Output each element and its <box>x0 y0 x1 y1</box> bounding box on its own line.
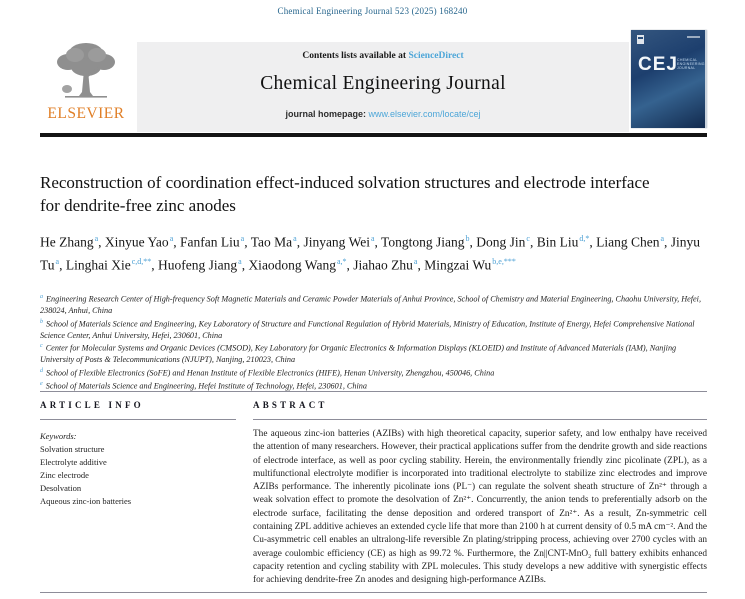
journal-header <box>40 38 707 135</box>
author-separator: , <box>346 257 354 272</box>
author-separator: , <box>151 257 159 272</box>
keyword-item: Desolvation <box>40 483 82 493</box>
author-superscript: d,* <box>579 234 590 243</box>
affiliation-list <box>40 292 705 392</box>
author-name: Bin Liu <box>536 234 579 250</box>
affiliation-item: $^e$ School of Materials Science and Engineering, Hefei Institute of Technology, Hefei, 230601, China <box>40 380 367 391</box>
author-separator: , <box>296 234 304 250</box>
author-superscript: a <box>660 234 665 243</box>
author-name: Liang Chen <box>596 234 660 250</box>
elsevier-wordmark: ELSEVIER <box>47 105 125 122</box>
abstract-heading: ABSTRACT <box>253 400 328 410</box>
affiliation-superscript: c <box>40 343 43 350</box>
affiliation-item: $^c$ Center for Molecular Systems and Organic Devices (CMSOD), Key Laboratory for Organic Electronics & Information Displays (KLOEID) and Institute of Advanced Materials (IAM), Nanjing University of Posts & Telecommunications (NJUPT), Nanjing, 210023, China <box>40 343 677 365</box>
author-superscript: a <box>94 234 99 243</box>
cover-issue-mark <box>687 36 700 38</box>
elsevier-tree-icon <box>40 40 132 104</box>
affiliation-item: $^d$ School of Flexible Electronics (SoFE) and Henan Institute of Flexible Electronics (HIFE), Henan University, Zhengzhou, 450046, China <box>40 367 495 378</box>
author-separator: , <box>173 234 180 250</box>
author-name: Tongtong Jiang <box>381 234 465 250</box>
author-list <box>40 229 708 274</box>
affiliation-superscript: d <box>40 367 43 374</box>
author-name: Dong Jin <box>476 234 526 250</box>
author-name: Huofeng Jiang <box>158 257 238 272</box>
keywords-items <box>40 443 240 508</box>
article-info-rule <box>40 419 236 420</box>
elsevier-logo <box>40 38 132 135</box>
author-name: Jiahao Zhu <box>353 257 413 272</box>
author-separator: , <box>417 257 425 272</box>
article-title: Reconstruction of coordination effect-induced solvation structures and electrode interface for dendrite-free zinc anodes <box>40 173 650 215</box>
author-name: Xiaodong Wang <box>248 257 336 272</box>
cover-side-line: JOURNAL <box>677 66 696 70</box>
keyword-item: Solvation structure <box>40 444 105 454</box>
cover-side-title <box>677 58 705 70</box>
cover-publisher-icon <box>637 35 644 44</box>
cover-side-line: ENGINEERING <box>677 62 705 66</box>
article-info-heading: ARTICLE INFO <box>40 400 144 410</box>
author-separator: , <box>469 234 477 250</box>
author-name: Tao Ma <box>250 234 293 250</box>
keywords-block <box>40 430 240 508</box>
bottom-rule <box>40 592 707 593</box>
affiliation-superscript: b <box>40 318 43 325</box>
author-superscript: a,* <box>336 256 347 266</box>
author-superscript: a <box>240 234 245 243</box>
author-superscript: a <box>413 256 418 266</box>
affiliation-item: $^b$ School of Materials Science and Engineering, Key Laboratory of Structure and Functional Regulation of Hybrid Materials, Ministry of Education, Institute of Energy, Hefei Comprehensive National Science Center, Anhui University, Hefei, 230601, China <box>40 318 695 340</box>
affiliation-superscript: a <box>40 294 43 300</box>
homepage-line <box>137 109 629 119</box>
author-name: Xinyue Yao <box>104 234 169 250</box>
author-superscript: a <box>293 234 297 243</box>
author-separator: , <box>529 234 537 250</box>
author-superscript: c <box>526 234 530 243</box>
cover-side-line: CHEMICAL <box>677 58 698 62</box>
author-separator: , <box>664 234 671 250</box>
author-separator: , <box>59 257 66 272</box>
journal-title: Chemical Engineering Journal <box>260 73 506 94</box>
citation-line: Chemical Engineering Journal 523 (2025) 168240 <box>277 6 468 16</box>
author-superscript: a <box>370 234 375 243</box>
author-separator: , <box>98 234 105 250</box>
author-name: Jinyang Wei <box>303 234 370 250</box>
section-rule-top <box>40 391 707 392</box>
author-separator: , <box>241 257 249 272</box>
keyword-item: Zinc electrode <box>40 470 89 480</box>
author-separator: , <box>374 234 382 250</box>
keywords-label: Keywords: <box>40 431 77 441</box>
homepage-link[interactable]: www.elsevier.com/locate/cej <box>368 109 481 119</box>
author-name: Jinyu Tu <box>40 234 701 272</box>
author-superscript: a <box>169 234 174 243</box>
keyword-item: Electrolyte additive <box>40 457 107 467</box>
homepage-prefix: journal homepage: <box>285 109 369 119</box>
author-name: Fanfan Liu <box>180 234 240 250</box>
contents-line-prefix: Contents lists available at <box>302 51 409 61</box>
author-superscript: b,e,*** <box>492 256 516 266</box>
author-name: He Zhang <box>40 234 94 250</box>
abstract-text: The aqueous zinc-ion batteries (AZIBs) with high theoretical capacity, superior safety, and low enthalpy have received the attention of many researchers. However, their practical applications suffer from the dendrite growth and side reactions of electrode interface, as well as poor cycling stability. Herein, the environmentally friendly zinc picolinate (ZPL), as a multifunctional electrolyte modifier is incorporated into traditional electrolyte to stabilize zinc electrodes and improve AZIBs performance. The inherently picolinate ions (PL⁻) can regulate the solvent sheath structure of Zn²⁺ through a weak solvation effect to promote the desolvation of Zn²⁺. Concurrently, the anion tends to preferentially adsorb on the electrode surface, facilitating the dense deposition and ordered transport of Zn²⁺. As a result, Zn-symmetric cell containing ZPL additive achieves an extended cycle life that more than 2100 h at current density of 0.5 mA cm⁻². And the Cu-asymmetric cell enables an ultralong-life reversible Zn plating/stripping process, achieving over 2700 cycles with an average coulombic efficiency (CE) as high as 99.72 %. Furthermore, the Zn||CNT-MnO₂ full battery exhibits enhanced capacity retention and cycling stability with ZPL molecules. This study develops a new additive with synergistic effects for achieving dendrite-free Zn anodes and designing high-performance AZIBs. <box>253 429 707 586</box>
author-name: Mingzai Wu <box>424 257 492 272</box>
author-superscript: a <box>55 256 60 266</box>
author-name: Linghai Xie <box>65 257 131 272</box>
abstract-rule <box>253 419 707 420</box>
author-superscript: a <box>238 256 242 266</box>
author-separator: , <box>244 234 251 250</box>
cover-abbrev: CEJ <box>638 54 678 75</box>
affiliation-superscript: e <box>40 380 43 387</box>
header-banner <box>137 42 629 132</box>
author-superscript: b <box>465 234 470 243</box>
affiliation-item: $^a$ Engineering Research Center of High-frequency Soft Magnetic Materials and Ceramic Powder Materials of Anhui Province, School of Chemistry and Material Engineering, Chaohu University, Hefei, 238024, Anhui, China <box>40 294 702 316</box>
journal-cover <box>631 30 707 128</box>
header-rule <box>40 133 707 137</box>
keyword-item: Aqueous zinc-ion batteries <box>40 496 132 506</box>
author-superscript: c,d,** <box>131 256 152 266</box>
author-separator: , <box>589 234 597 250</box>
sciencedirect-link[interactable]: ScienceDirect <box>408 51 464 61</box>
contents-line <box>137 51 629 61</box>
